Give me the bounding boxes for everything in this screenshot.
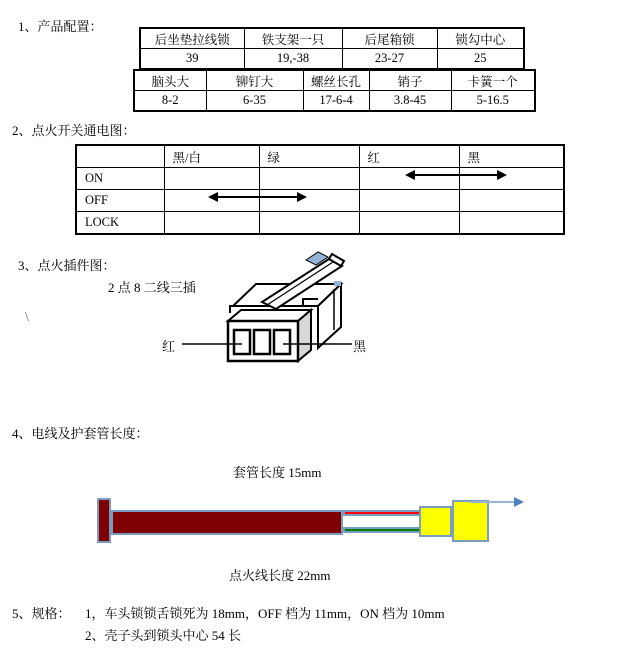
table-cell: 铆钉大 bbox=[206, 70, 303, 91]
blue-tick bbox=[334, 281, 341, 286]
product-config-table-bottom bbox=[133, 69, 536, 112]
table-cell: 6-35 bbox=[206, 91, 303, 112]
table-cell bbox=[359, 212, 459, 235]
table-row bbox=[134, 91, 535, 112]
connector-block-large bbox=[452, 500, 489, 542]
section3-subtitle: 2 点 8 二线三插 bbox=[108, 280, 196, 295]
table-cell: 卡簧一个 bbox=[451, 70, 535, 91]
table-cell: 23-27 bbox=[342, 49, 437, 70]
plug-slot-3 bbox=[274, 330, 290, 354]
section5-heading: 5、规格： bbox=[12, 606, 71, 621]
table-cell: 脑头大 bbox=[134, 70, 206, 91]
table-cell: 红 bbox=[359, 145, 459, 168]
spec-line-1: 1，车头锁锁舌锁死为 18mm，OFF 档为 11mm，ON 档为 10mm bbox=[85, 606, 445, 621]
table-cell-corner bbox=[76, 145, 164, 168]
table-row bbox=[76, 190, 564, 212]
table-cell: 锁勾中心 bbox=[437, 28, 524, 49]
table-cell: LOCK bbox=[76, 212, 164, 235]
direction-arrow-head-icon bbox=[514, 497, 524, 507]
wire-label-red: 红 bbox=[162, 339, 176, 354]
table-cell: 绿 bbox=[259, 145, 359, 168]
connector-drawing bbox=[155, 246, 385, 370]
table-row bbox=[140, 49, 524, 70]
table-cell: 25 bbox=[437, 49, 524, 70]
ignition-wire-length-label: 点火线长度 22mm bbox=[229, 568, 331, 583]
table-cell bbox=[164, 212, 259, 235]
connector-block-small bbox=[419, 506, 452, 537]
table-cell: 后尾箱锁 bbox=[342, 28, 437, 49]
arrow-left-head-icon bbox=[405, 170, 415, 180]
ignition-switch-table bbox=[75, 144, 565, 235]
table-cell: 39 bbox=[140, 49, 244, 70]
table-row bbox=[76, 145, 564, 168]
plug-slot-1 bbox=[234, 330, 250, 354]
table-cell: 19,-38 bbox=[244, 49, 342, 70]
green-wire bbox=[343, 527, 421, 533]
table-cell: 销子 bbox=[369, 70, 451, 91]
table-cell: 3.8-45 bbox=[369, 91, 451, 112]
table-cell: 黑 bbox=[459, 145, 564, 168]
table-row bbox=[134, 70, 535, 91]
table-cell bbox=[259, 168, 359, 190]
table-cell bbox=[259, 212, 359, 235]
table-cell: 后坐垫拉线锁 bbox=[140, 28, 244, 49]
plug-slot-2 bbox=[254, 330, 270, 354]
table-cell: 5-16.5 bbox=[451, 91, 535, 112]
table-row bbox=[140, 28, 524, 49]
cable-end-cap bbox=[97, 498, 111, 543]
sheath-length-label: 套管长度 15mm bbox=[233, 465, 322, 480]
on-row-connection-arrow bbox=[405, 170, 507, 180]
table-cell: ON bbox=[76, 168, 164, 190]
section2-heading: 2、点火开关通电图： bbox=[12, 123, 136, 138]
spec-line-2: 2、壳子头到锁头中心 54 长 bbox=[85, 628, 242, 643]
table-row bbox=[76, 212, 564, 235]
table-cell: 铁支架一只 bbox=[244, 28, 342, 49]
direction-arrow-shaft bbox=[470, 501, 516, 503]
table-cell: OFF bbox=[76, 190, 164, 212]
wire-label-black: 黑 bbox=[353, 339, 367, 354]
table-cell bbox=[164, 168, 259, 190]
section3-heading: 3、点火插件图： bbox=[18, 258, 116, 273]
section1-heading: 1、产品配置： bbox=[18, 19, 103, 34]
table-cell: 螺丝长孔 bbox=[303, 70, 369, 91]
arrow-left-head-icon bbox=[208, 192, 218, 202]
stray-backslash: \ bbox=[25, 310, 29, 325]
table-cell: 黑/白 bbox=[164, 145, 259, 168]
table-cell bbox=[459, 212, 564, 235]
arrow-right-head-icon bbox=[497, 170, 507, 180]
table-cell: 8-2 bbox=[134, 91, 206, 112]
table-cell bbox=[459, 190, 564, 212]
table-cell: 17-6-4 bbox=[303, 91, 369, 112]
table-cell bbox=[359, 190, 459, 212]
cable-sheath-bar bbox=[111, 510, 343, 535]
red-wire bbox=[343, 510, 421, 516]
arrow-right-head-icon bbox=[297, 192, 307, 202]
off-row-connection-arrow bbox=[208, 192, 307, 202]
product-config-table-top bbox=[139, 27, 525, 70]
section4-heading: 4、电线及护套管长度： bbox=[12, 426, 149, 441]
